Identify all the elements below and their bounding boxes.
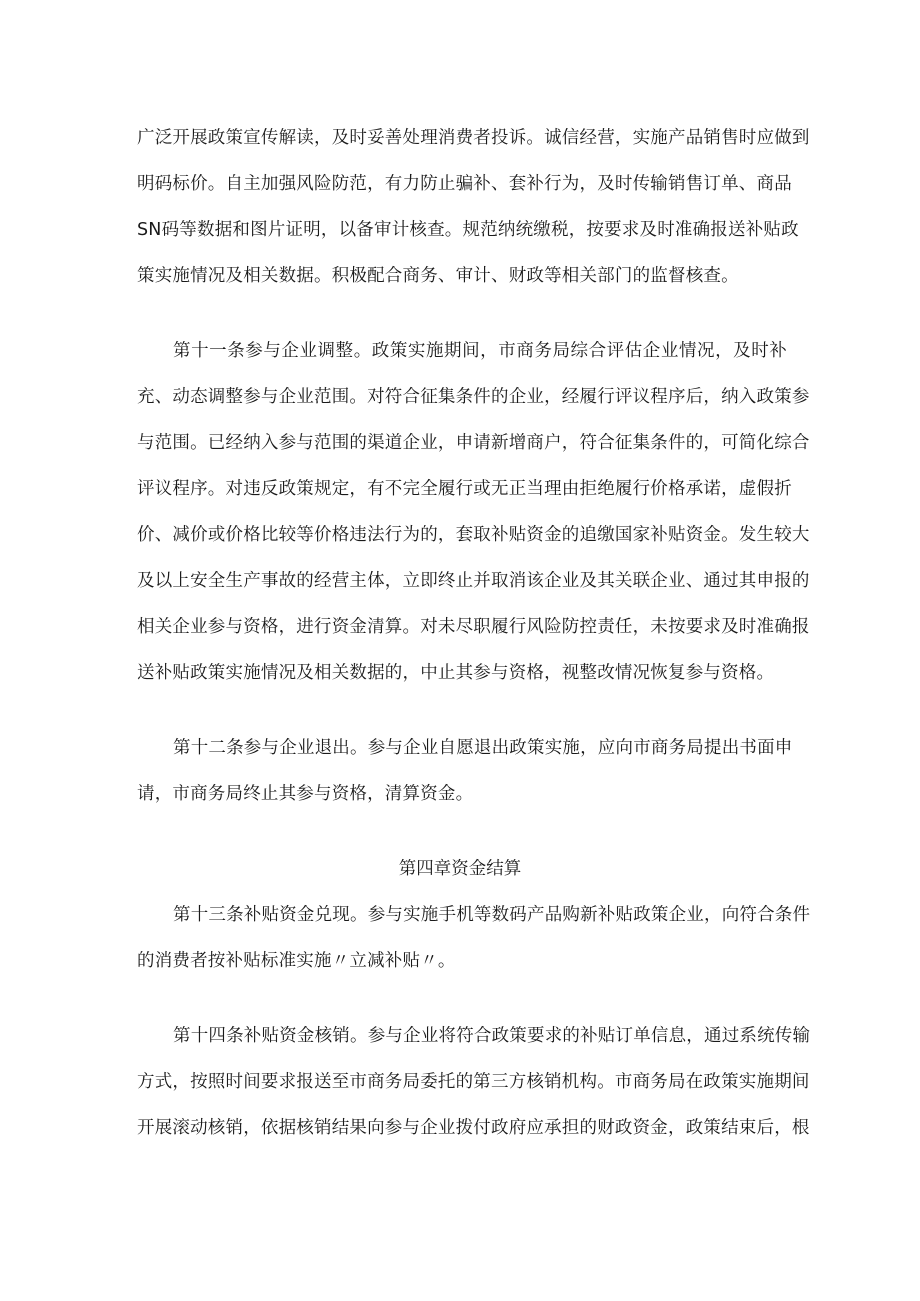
text-line: 策实施情况及相关数据。积极配合商务、审计、财政等相关部门的监督核查。 xyxy=(137,266,739,286)
text-line: 相关企业参与资格，进行资金清算。对未尽职履行风险防控责任，未按要求及时准确报 xyxy=(137,617,810,637)
text-line: 开展滚动核销，依据核销结果向参与企业拨付政府应承担的财政资金，政策结束后，根 xyxy=(137,1118,810,1138)
text-line: 的消费者按补贴标准实施〃立减补贴〃。 xyxy=(137,951,456,971)
text-line: 第十三条补贴资金兑现。参与实施手机等数码产品购新补贴政策企业，向符合条件 xyxy=(173,905,811,925)
text-line: 充、动态调整参与企业范围。对符合征集条件的企业，经履行评议程序后，纳入政策参 xyxy=(137,387,810,407)
text-line: 第十一条参与企业调整。政策实施期间，市商务局综合评估企业情况，及时补 xyxy=(173,341,787,361)
text-line: 第十四条补贴资金核销。参与企业将符合政策要求的补贴订单信息，通过系统传输 xyxy=(173,1026,811,1046)
text-line: 请，市商务局终止其参与资格，清算资金。 xyxy=(137,784,474,804)
text-line: 送补贴政策实施情况及相关数据的，中止其参与资格，视整改情况恢复参与资格。 xyxy=(137,663,775,683)
chapter-heading: 第四章资金结算 xyxy=(398,859,522,879)
text-line: 第十二条参与企业退出。参与企业自愿退出政策实施，应向市商务局提出书面申 xyxy=(173,738,793,758)
text-line: 明码标价。自主加强风险防范，有力防止骗补、套补行为，及时传输销售订单、商品 xyxy=(137,174,792,194)
text-line: 广泛开展政策宣传解读，及时妥善处理消费者投诉。诚信经营，实施产品销售时应做到 xyxy=(137,128,810,148)
text-line: SN码等数据和图片证明，以备审计核查。规范纳统缴税，按要求及时准确报送补贴政 xyxy=(137,220,799,240)
text-line: 及以上安全生产事故的经营主体，立即终止并取消该企业及其关联企业、通过其申报的 xyxy=(137,571,810,591)
text-line: 与范围。已经纳入参与范围的渠道企业，申请新增商户，符合征集条件的，可简化综合 xyxy=(137,433,810,453)
text-line: 价、减价或价格比较等价格违法行为的，套取补贴资金的追缴国家补贴资金。发生较大 xyxy=(137,525,810,545)
text-line: 方式，按照时间要求报送至市商务局委托的第三方核销机构。市商务局在政策实施期间 xyxy=(137,1072,810,1092)
text-line: 评议程序。对违反政策规定，有不完全履行或无正当理由拒绝履行价格承诺，虚假折 xyxy=(137,479,792,499)
